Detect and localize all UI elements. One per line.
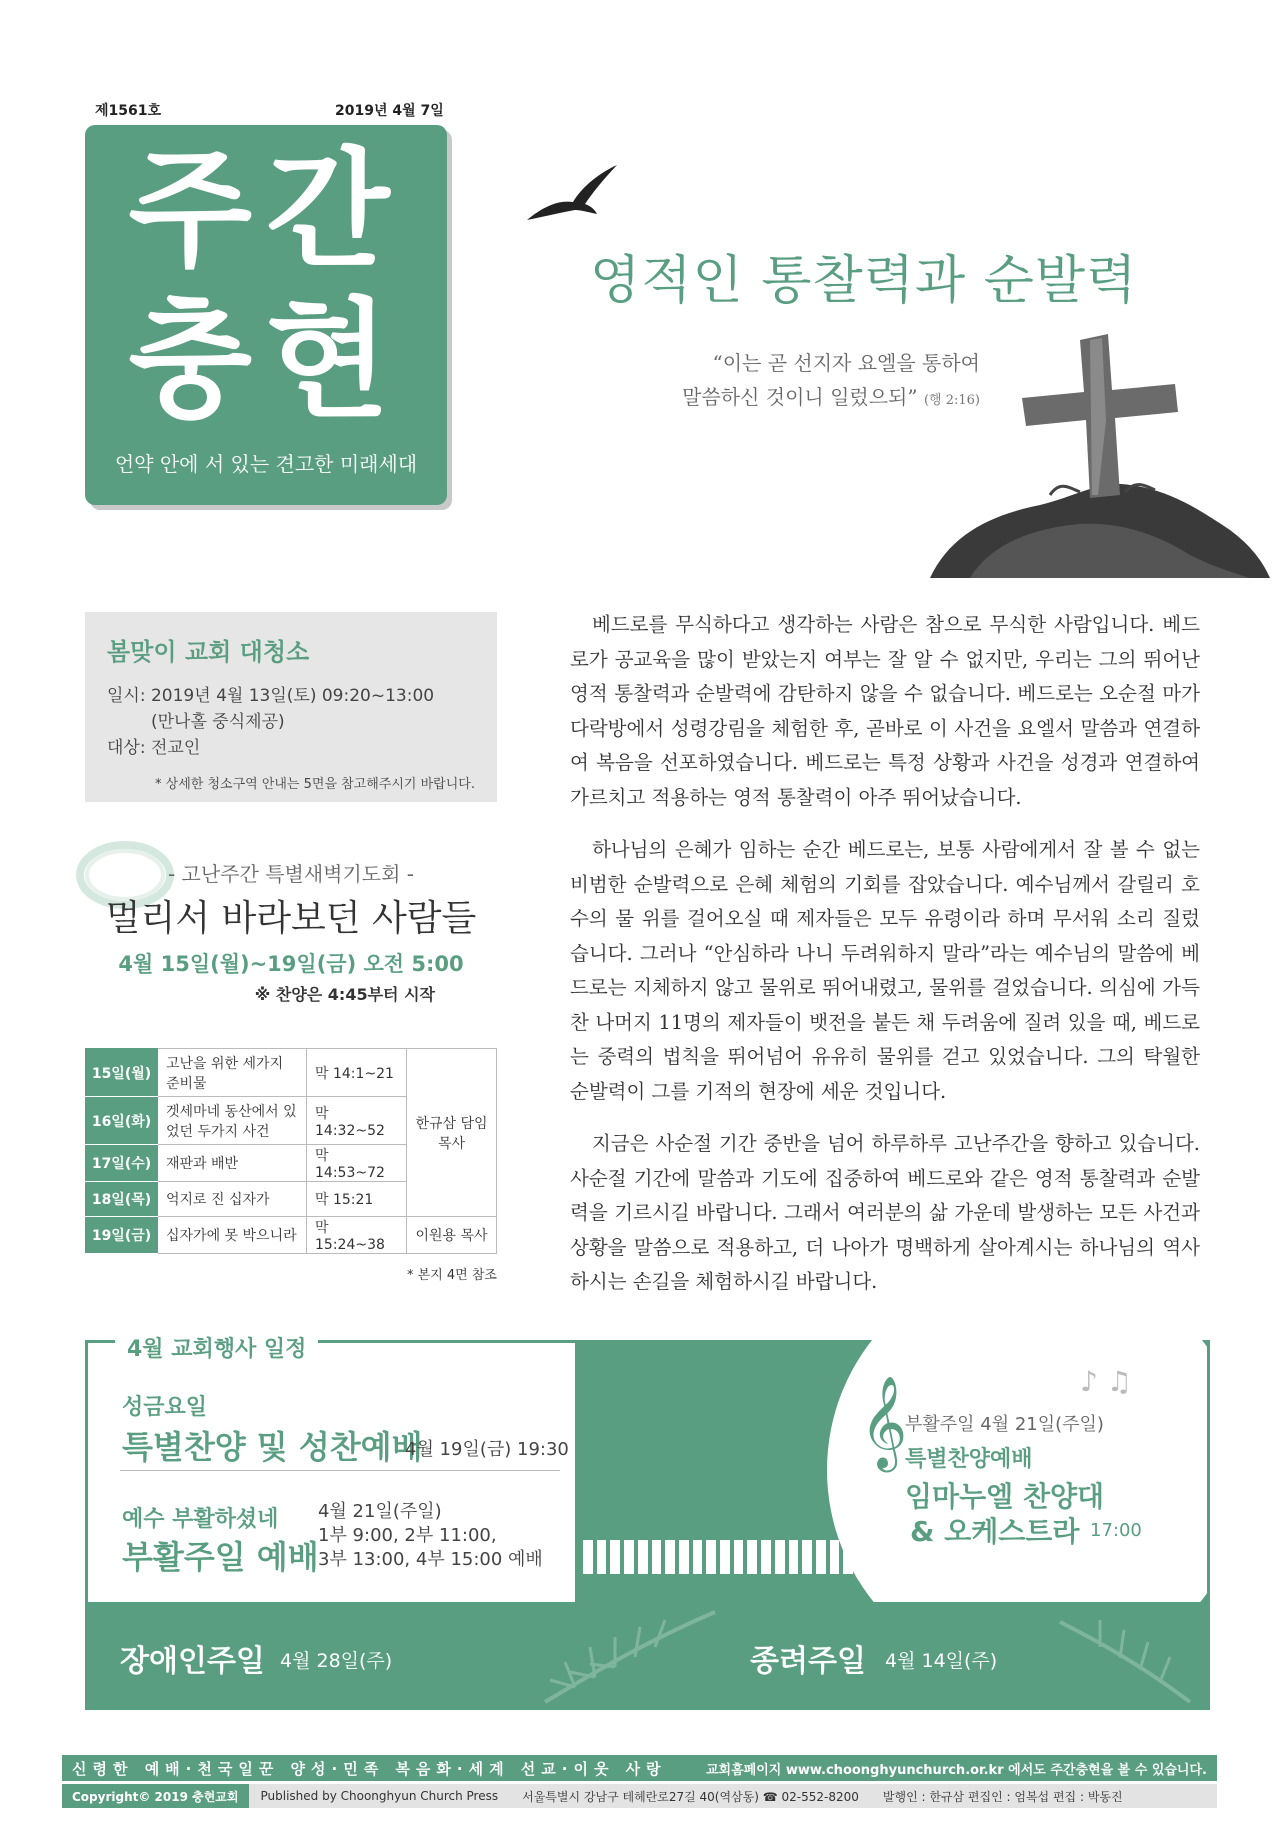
concert-time: 17:00 <box>1090 1520 1142 1541</box>
schedule-preacher: 한규삼 담임목사 <box>407 1049 497 1217</box>
palm-leaf-icon <box>1000 1602 1200 1710</box>
schedule-reference: 막 14:53~72 <box>307 1145 407 1182</box>
quote-reference: (행 2:16) <box>923 393 980 408</box>
good-friday-label: 성금요일 <box>122 1395 208 1420</box>
publisher: Published by Choonghyun Church Press <box>260 1789 499 1803</box>
footer-info-bar <box>62 1784 1217 1808</box>
piano-keys-icon <box>583 1540 853 1574</box>
concert-label: 특별찬양예배 <box>905 1447 1033 1472</box>
schedule-topic: 억지로 진 십자가 <box>158 1182 307 1217</box>
schedule-topic: 겟세마네 동산에서 있었던 두가지 사건 <box>158 1097 307 1145</box>
easter-date: 4월 21일(주일) <box>318 1501 442 1522</box>
events-label: 4월 교회행사 일정 <box>115 1332 318 1363</box>
schedule-day: 16일(화) <box>86 1097 158 1145</box>
prayer-time: 4월 15일(월)~19일(금) 오전 5:00 <box>118 952 464 976</box>
schedule-reference: 막 14:32~52 <box>307 1097 407 1145</box>
prayer-note: ※ 찬양은 4:45부터 시작 <box>254 985 435 1004</box>
concert-date: 부활주일 4월 21일(주일) <box>905 1414 1104 1435</box>
notice-date: 일시: 2019년 4월 13일(토) 09:20~13:00 <box>107 686 435 706</box>
schedule-reference: 막 15:21 <box>307 1182 407 1217</box>
article-paragraph: 하나님의 은혜가 임하는 순간 베드로는, 보통 사람에게서 잘 볼 수 없는 비범한 순발력으로 은혜 체험의 기회를 잡았습니다. 예수님께서 갈릴리 호수의 물 위를 걸어오실 때 제자들은 모두 유령이라 하며 무서워 소리 질렀습니다. 그러나 “안심하라 나니 두려워하지 말라”라는 예수님의 말씀에 베드로는 지체하지 않고 물위로 뛰어내렸고, 물위를 걸었습니다. 의심에 가득 찬 나머지 11명의 제자들이 뱃전을 붙든 채 두려움에 질려 있을 때, 베드로는 중력의 법칙을 뛰어넘어 유유히 물위를 걷고 있었습니다. 그의 탁월한 순발력이 그를 기적의 현장에 세운 것입니다. <box>570 838 1200 1103</box>
website-link[interactable]: 교회홈페이지 www.choonghyunchurch.or.kr 에서도 주간충현을 볼 수 있습니다. <box>705 1762 1207 1778</box>
schedule-reference: 막 15:24~38 <box>307 1217 407 1254</box>
disability-sunday-date: 4월 28일(주) <box>280 1650 393 1672</box>
table-footnote: * 본지 4면 참조 <box>407 1268 497 1283</box>
notice-target: 대상: 전교인 <box>107 738 201 758</box>
prayer-title: 멀리서 바라보던 사람들 <box>105 898 477 939</box>
issue-number: 제1561호 <box>95 103 162 119</box>
schedule-day: 17일(수) <box>86 1145 158 1182</box>
staff-credits: 발행인 : 한규삼 편집인 : 엄복섭 편집 : 박동진 <box>882 1789 1123 1804</box>
table-row <box>86 1049 497 1097</box>
easter-times-2: 3부 13:00, 4부 15:00 예배 <box>318 1549 543 1570</box>
article-body <box>570 608 1200 1318</box>
schedule-topic: 고난을 위한 세가지 준비물 <box>158 1049 307 1097</box>
footer-motto-bar <box>62 1755 1217 1781</box>
eagle-icon <box>525 160 620 230</box>
easter-title: 부활주일 예배 <box>122 1538 319 1576</box>
sunday-events-band <box>85 1602 1210 1710</box>
schedule-day: 18일(목) <box>86 1182 158 1217</box>
address: 서울특별시 강남구 테헤란로27길 40(역삼동) ☎ 02-552-8200 <box>522 1789 859 1804</box>
palm-sunday-title: 종려주일 <box>750 1644 866 1679</box>
cleaning-notice <box>85 612 497 802</box>
logo-line-1: 주간 <box>128 136 404 285</box>
masthead-logo <box>85 125 447 505</box>
easter-label: 예수 부활하셨네 <box>122 1507 279 1532</box>
schedule-preacher: 이원용 목사 <box>407 1217 497 1254</box>
cross-on-rock-image <box>930 320 1270 580</box>
concert-title-2: & 오케스트라 <box>910 1515 1080 1548</box>
table-row <box>86 1217 497 1254</box>
schedule-day: 19일(금) <box>86 1217 158 1254</box>
prayer-schedule-table <box>85 1048 497 1254</box>
copyright: Copyright© 2019 충현교회 <box>62 1784 249 1808</box>
music-note-icon: ♪ ♫ <box>1080 1365 1132 1398</box>
schedule-topic: 십자가에 못 박으니라 <box>158 1217 307 1254</box>
notice-footnote: * 상세한 청소구역 안내는 5면을 참고해주시기 바랍니다. <box>155 777 475 792</box>
disability-sunday-title: 장애인주일 <box>120 1644 265 1679</box>
schedule-day: 15일(월) <box>86 1049 158 1097</box>
palm-sunday-date: 4월 14일(주) <box>885 1650 998 1672</box>
quote-line-1: “이는 곧 선지자 요엘을 통하여 <box>712 351 980 375</box>
easter-times-1: 1부 9:00, 2부 11:00, <box>318 1525 497 1546</box>
masthead-tagline: 언약 안에 서 있는 견고한 미래세대 <box>114 452 418 476</box>
events-divider <box>120 1470 560 1471</box>
issue-date: 2019년 4월 7일 <box>335 103 444 119</box>
concert-title-1: 임마누엘 찬양대 <box>905 1480 1105 1513</box>
treble-clef-icon: 𝄞 <box>860 1375 908 1468</box>
article-title: 영적인 통찰력과 순발력 <box>590 251 1138 311</box>
church-motto: 신령한 예배·천국일꾼 양성·민족 복음화·세계 선교·이웃 사랑 <box>72 1759 667 1778</box>
schedule-topic: 재판과 배반 <box>158 1145 307 1182</box>
quote-line-2: 말씀하신 것이니 일렀으되” <box>682 385 918 409</box>
article-paragraph: 지금은 사순절 기간 중반을 넘어 하루하루 고난주간을 향하고 있습니다. 사순절 기간에 말씀과 기도에 집중하여 베드로와 같은 영적 통찰력과 순발력을 기르시길 바랍니다. 그래서 여러분의 삶 가운데 발생하는 모든 사건과 상황을 말씀으로 적용하고, 더 나아가 명백하게 살아계시는 하나님의 역사하시는 손길을 체험하시길 바랍니다. <box>570 1132 1200 1293</box>
article-paragraph: 베드로를 무식하다고 생각하는 사람은 참으로 무식한 사람입니다. 베드로가 공교육을 많이 받았는지 여부는 잘 알 수 없지만, 우리는 그의 뛰어난 영적 통찰력과 순발력에 감탄하지 않을 수 없습니다. 베드로는 오순절 마가다락방에서 성령강림을 체험한 후, 곧바로 이 사건을 요엘서 말씀과 연결하여 복음을 선포하였습니다. 베드로는 특정 상황과 사건을 성경과 연결하여 가르치고 적용하는 영적 통찰력이 아주 뛰어났습니다. <box>570 613 1200 809</box>
notice-title: 봄맞이 교회 대청소 <box>107 638 310 666</box>
good-friday-title: 특별찬양 및 성찬예배 <box>122 1428 423 1466</box>
schedule-reference: 막 14:1~21 <box>307 1049 407 1097</box>
good-friday-time: 4월 19일(금) 19:30 <box>405 1439 569 1460</box>
prayer-subtitle: - 고난주간 특별새벽기도회 - <box>167 862 415 886</box>
notice-place: (만나홀 중식제공) <box>151 712 285 732</box>
easter-details <box>318 1500 543 1572</box>
logo-line-2: 충현 <box>128 286 404 435</box>
